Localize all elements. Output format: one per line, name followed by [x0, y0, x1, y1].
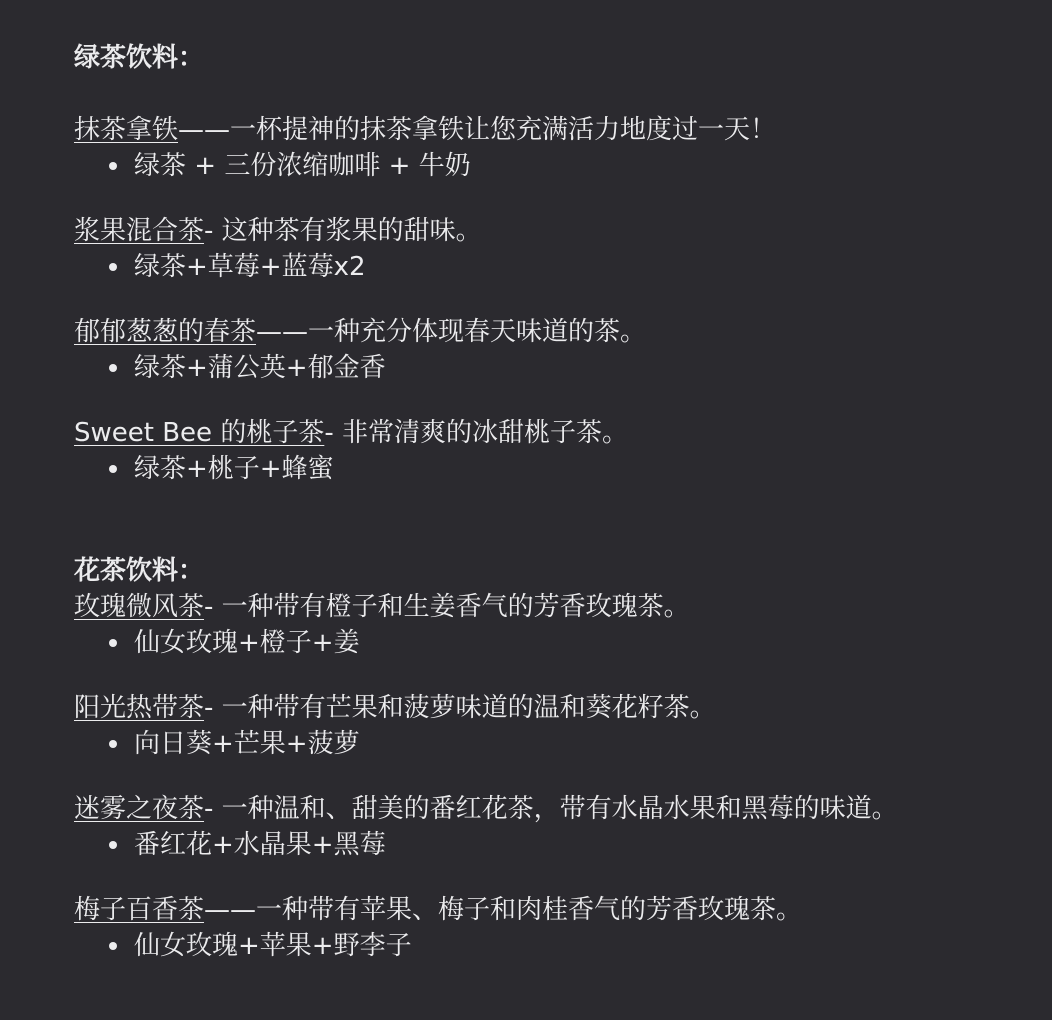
drink-name-link[interactable]: 迷雾之夜茶: [74, 794, 205, 824]
drink-name-link[interactable]: 玫瑰微风茶: [74, 592, 205, 622]
ingredient-item: [74, 451, 628, 487]
ingredient-text: 仙女玫瑰+橙子+姜: [134, 628, 360, 658]
drink-entry: [74, 690, 716, 762]
ingredient-list: [74, 625, 690, 661]
ingredient-item: [74, 148, 776, 184]
ingredient-list: [74, 928, 802, 964]
drink-name-link[interactable]: 阳光热带茶: [74, 693, 205, 723]
drink-description: - 一种带有橙子和生姜香气的芳香玫瑰茶。: [204, 592, 690, 622]
ingredient-list: [74, 148, 776, 184]
drink-name-link[interactable]: Sweet Bee 的桃子茶: [74, 418, 325, 448]
ingredient-text: 绿茶+草莓+蓝莓x2: [134, 252, 366, 282]
ingredient-text: 番红花+水晶果+黑莓: [134, 830, 386, 860]
drink-entry: [74, 589, 690, 661]
drink-line: [74, 415, 628, 451]
ingredient-item: [74, 350, 646, 386]
ingredient-text: 向日葵+芒果+菠萝: [134, 729, 360, 759]
drink-line: [74, 112, 776, 148]
drink-description: ——一杯提神的抹茶拿铁让您充满活力地度过一天！: [178, 115, 777, 145]
bullet-icon: [109, 162, 117, 170]
drink-line: [74, 690, 716, 726]
drink-description: - 一种带有芒果和菠萝味道的温和葵花籽茶。: [204, 693, 716, 723]
drink-name-link[interactable]: 浆果混合茶: [74, 216, 205, 246]
drink-description: - 非常清爽的冰甜桃子茶。: [324, 418, 628, 448]
drink-entry: [74, 213, 482, 285]
drink-name-link[interactable]: 梅子百香茶: [74, 895, 205, 925]
drink-line: [74, 314, 646, 350]
bullet-icon: [109, 740, 117, 748]
ingredient-list: [74, 249, 482, 285]
drink-line: [74, 213, 482, 249]
section-title-green-tea: 绿茶饮料：: [74, 43, 205, 73]
drink-entry: [74, 791, 898, 863]
ingredient-list: [74, 827, 898, 863]
bullet-icon: [109, 639, 117, 647]
ingredient-item: [74, 625, 690, 661]
ingredient-text: 仙女玫瑰+苹果+野李子: [134, 931, 412, 961]
ingredient-item: [74, 726, 716, 762]
bullet-icon: [109, 465, 117, 473]
bullet-icon: [109, 364, 117, 372]
section-title-flower-tea: 花茶饮料：: [74, 556, 205, 586]
drink-name-link[interactable]: 郁郁葱葱的春茶: [74, 317, 257, 347]
ingredient-list: [74, 451, 628, 487]
drink-description: - 一种温和、甜美的番红花茶，带有水晶水果和黑莓的味道。: [204, 794, 898, 824]
ingredient-item: [74, 249, 482, 285]
ingredient-list: [74, 350, 646, 386]
drink-description: - 这种茶有浆果的甜味。: [204, 216, 482, 246]
ingredient-item: [74, 827, 898, 863]
ingredient-text: 绿茶+桃子+蜂蜜: [134, 454, 334, 484]
drink-description: ——一种带有苹果、梅子和肉桂香气的芳香玫瑰茶。: [204, 895, 803, 925]
bullet-icon: [109, 263, 117, 271]
ingredient-item: [74, 928, 802, 964]
drink-entry: [74, 892, 802, 964]
drink-description: ——一种充分体现春天味道的茶。: [256, 317, 647, 347]
bullet-icon: [109, 841, 117, 849]
drink-line: [74, 791, 898, 827]
drink-line: [74, 589, 690, 625]
drink-name-link[interactable]: 抹茶拿铁: [74, 115, 179, 145]
drink-entry: [74, 415, 628, 487]
bullet-icon: [109, 942, 117, 950]
ingredient-list: [74, 726, 716, 762]
drink-entry: [74, 314, 646, 386]
drink-entry: [74, 112, 776, 184]
ingredient-text: 绿茶 + 三份浓缩咖啡 + 牛奶: [134, 151, 471, 181]
drink-line: [74, 892, 802, 928]
ingredient-text: 绿茶+蒲公英+郁金香: [134, 353, 386, 383]
